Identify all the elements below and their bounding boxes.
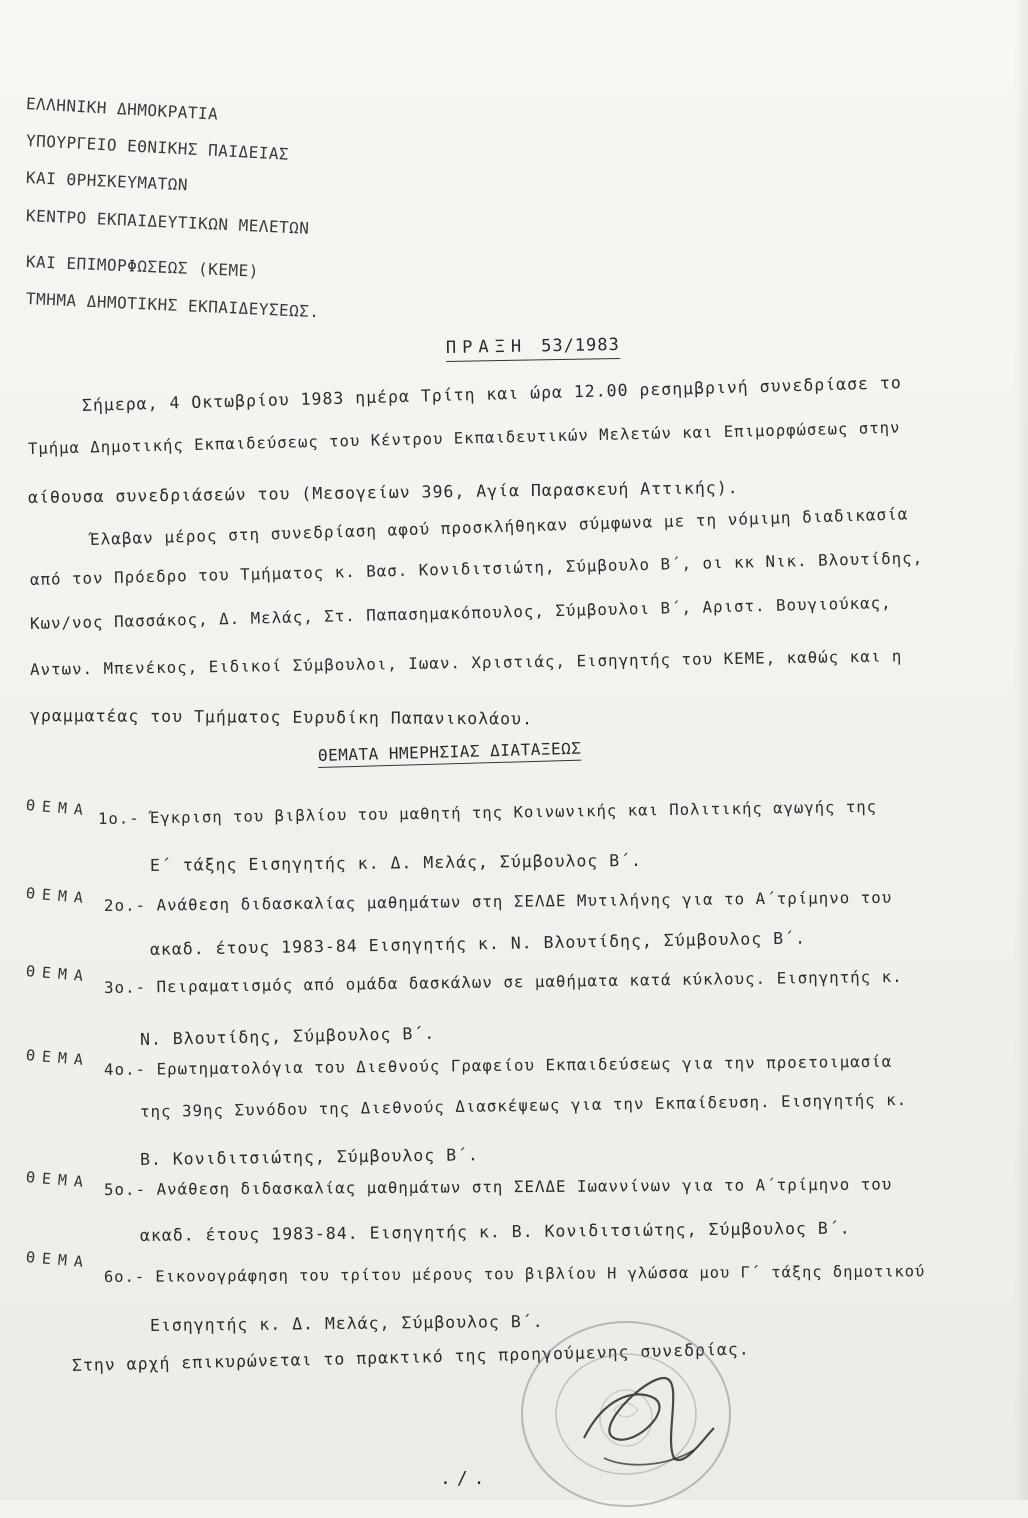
agenda-item-6-line-1: 6ο.- Εικονογράφηση του τρίτου μέρους του βιβλίου Η γλώσσα μου Γ΄ τάξης δημοτικού	[103, 1262, 926, 1286]
agenda-item-4-line-1: 4ο.- Ερωτηματολόγια του Διεθνούς Γραφείου Εκπαιδεύσεως για την προετοιμασία	[103, 1051, 893, 1079]
agenda-heading: ΘΕΜΑΤΑ ΗΜΕΡΗΣΙΑΣ ΔΙΑΤΑΞΕΩΣ	[318, 739, 582, 768]
title-number: 53/1983	[540, 334, 620, 357]
agenda-item-3-number: 3ο.-	[103, 977, 147, 997]
agenda-item-5-line-2: ακαδ. έτους 1983-84. Εισηγητής κ. Β. Κονιδιτσιώτης, Σύμβουλος Β΄.	[139, 1218, 851, 1245]
intro-line-1: Σήμερα, 4 Οκτωβρίου 1983 ημέρα Τρίτη και ώρα 12.00 ρεσημβρινή συνεδρίασε το	[81, 373, 902, 415]
agenda-item-4-label: ΘΕΜΑ	[25, 1046, 91, 1070]
page-edge-shadow	[1014, 0, 1028, 1500]
agenda-item-5-label: ΘΕΜΑ	[25, 1168, 91, 1192]
signature	[514, 1318, 744, 1518]
members-line-5: γραμματέας του Τμήματος Ευρυδίκη Παπανικολάου.	[29, 706, 534, 729]
agenda-item-2-line-2: ακαδ. έτους 1983-84 Εισηγητής κ. Ν. Βλουτίδης, Σύμβουλος Β΄.	[149, 928, 807, 959]
header-line-6: ΤΜΗΜΑ ΔΗΜΟΤΙΚΗΣ ΕΚΠΑΙΔΕΥΣΕΩΣ.	[25, 289, 320, 322]
intro-line-2: Τμήμα Δημοτικής Εκπαιδεύσεως του Κέντρου Εκπαιδευτικών Μελετών και Επιμορφώσεως στην	[27, 418, 901, 458]
members-line-3: Κων/νος Πασσάκος, Δ. Μελάς, Στ. Παπασημακόπουλος, Σύμβουλοι Β΄, Αριστ. Βουγιούκας,	[29, 592, 892, 633]
agenda-item-5-line-1: 5ο.- Ανάθεση διδασκαλίας μαθημάτων στη ΣΕΛΔΕ Ιωαννίνων για το Α΄τρίμηνο του	[103, 1174, 893, 1199]
agenda-item-1-line-1: 1ο.- Έγκριση του βιβλίου του μαθητή της Κοινωνικής και Πολιτικής αγωγής της	[97, 797, 878, 828]
agenda-item-6-label: ΘΕΜΑ	[25, 1248, 91, 1272]
closing-line: Στην αρχή επικυρώνεται το πρακτικό της προηγούμενης συνεδρίας.	[71, 1339, 750, 1375]
agenda-item-3-line-1: 3ο.- Πειραματισμός από ομάδα δασκάλων σε μαθήματα κατά κύκλους. Εισηγητής κ.	[103, 966, 903, 997]
agenda-item-5-number: 5ο.-	[103, 1179, 147, 1199]
members-line-4: Αντων. Μπενέκος, Ειδικοί Σύμβουλοι, Ιωαν. Χριστιάς, Εισηγητής του ΚΕΜΕ, καθώς και η	[29, 646, 903, 679]
agenda-item-2-line-1: 2ο.- Ανάθεση διδασκαλίας μαθημάτων στη ΣΕΛΔΕ Μυτιλήνης για το Α΄τρίμηνο του	[103, 887, 893, 915]
agenda-item-4-line-3: Β. Κονιδιτσιώτης, Σύμβουλος Β΄.	[139, 1145, 480, 1169]
agenda-item-6-number: 6ο.-	[103, 1267, 146, 1286]
agenda-item-3-label: ΘΕΜΑ	[25, 962, 91, 986]
header-line-1: ΕΛΛΗΝΙΚΗ ΔΗΜΟΚΡΑΤΙΑ	[25, 94, 219, 124]
agenda-item-4-number: 4ο.-	[103, 1059, 147, 1079]
page-continuation-mark: ./.	[440, 1468, 491, 1489]
agenda-item-1-number: 1ο.-	[97, 809, 140, 828]
agenda-item-1-line-2: Ε΄ τάξης Εισηγητής κ. Δ. Μελάς, Σύμβουλος Β΄.	[149, 850, 643, 875]
agenda-item-3-line-2: Ν. Βλουτίδης, Σύμβουλος Β΄.	[139, 1023, 436, 1049]
agenda-item-4-line-2: της 39ης Συνόδου της Διεθνούς Διασκέψεως για την Εκπαίδευση. Εισηγητής κ.	[139, 1089, 908, 1121]
agenda-item-1-label: ΘΕΜΑ	[25, 796, 91, 820]
members-line-1: Έλαβαν μέρος στη συνεδρίαση αφού προσκλήθηκαν σύμφωνα με τη νόμιμη διαδικασία	[89, 504, 909, 549]
header-line-5: ΚΑΙ ΕΠΙΜΟΡΦΩΣΕΩΣ (ΚΕΜΕ)	[25, 252, 260, 281]
header-line-4: ΚΕΝΤΡΟ ΕΚΠΑΙΔΕΥΤΙΚΩΝ ΜΕΛΕΤΩΝ	[25, 206, 310, 238]
agenda-item-2-label: ΘΕΜΑ	[25, 884, 91, 908]
intro-line-3: αίθουσα συνεδριάσεών του (Μεσογείων 396, Αγία Παρασκευή Αττικής).	[27, 478, 739, 507]
agenda-item-2-number: 2ο.-	[103, 895, 147, 915]
members-line-2: από τον Πρόεδρο του Τμήματος κ. Βασ. Κονιδιτσιώτη, Σύμβουλο Β΄, οι κκ Νικ. Βλουτίδης,	[29, 548, 924, 589]
header-line-2: ΥΠΟΥΡΓΕΙΟ ΕΘΝΙΚΗΣ ΠΑΙΔΕΙΑΣ	[25, 131, 290, 164]
header-line-3: ΚΑΙ ΘΡΗΣΚΕΥΜΑΤΩΝ	[25, 168, 189, 195]
title-label: ΠΡΑΞΗ	[445, 336, 528, 358]
agenda-item-6-line-2: Εισηγητής κ. Δ. Μελάς, Σύμβουλος Β΄.	[149, 1311, 544, 1335]
document-title	[446, 335, 620, 362]
